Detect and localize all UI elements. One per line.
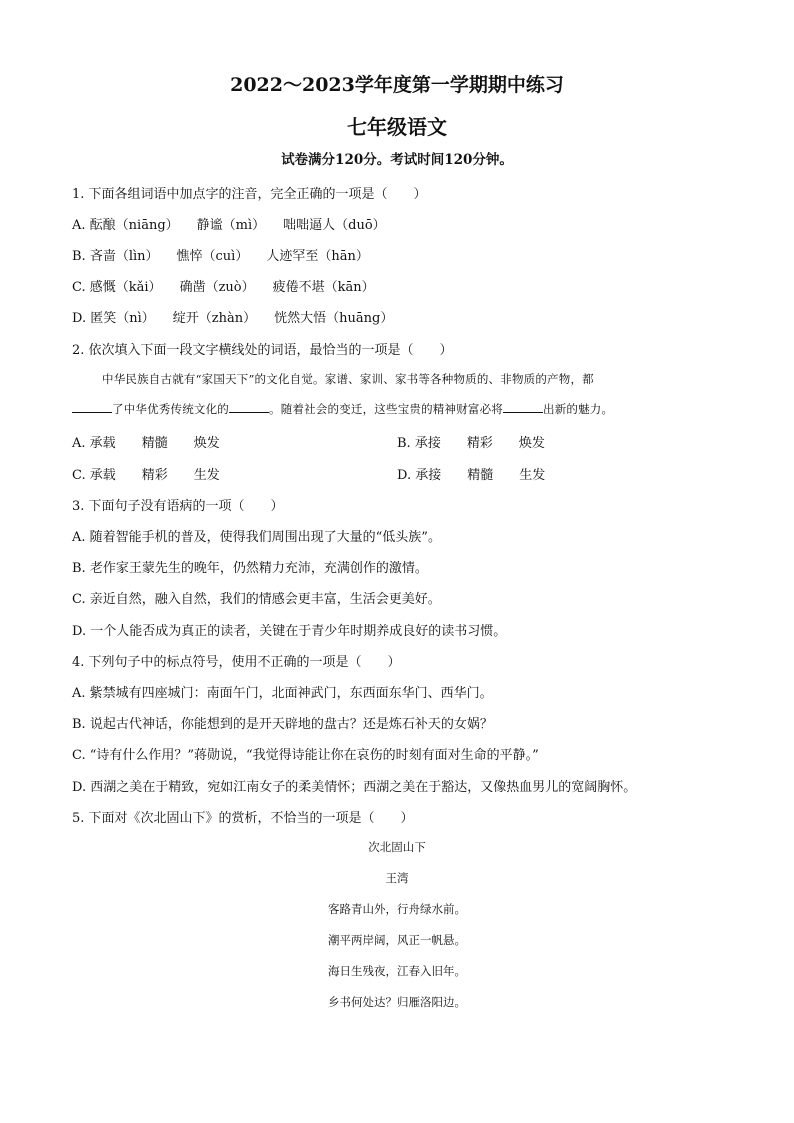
q4-option-b: B. 说起古代神话，你能想到的是开天辟地的盘古？还是炼石补天的女娲？ <box>72 717 493 732</box>
q1-stem: 1. 下面各组词语中加点字的注音，完全正确的一项是（ ） <box>72 187 427 202</box>
q4-option-a: A. 紫禁城有四座城门：南面午门，北面神武门，东西面东华门、西华门。 <box>72 686 493 701</box>
poem-line-4: 乡书何处达？归雁洛阳边。 <box>328 995 466 1009</box>
poem-line-3: 海日生残夜，江春入旧年。 <box>328 964 466 978</box>
poem-line-2: 潮平两岸阔，风正一帆悬。 <box>328 933 466 947</box>
q3-option-a: A. 随着智能手机的普及，使得我们周围出现了大量的“低头族”。 <box>72 530 441 545</box>
q2-passage-line2: 了中华优秀传统文化的 。随着社会的变迁，这些宝贵的精神财富必将 出新的魅力。 <box>72 401 613 417</box>
q2-stem: 2. 依次填入下面一段文字横线处的词语，最恰当的一项是（ ） <box>72 343 453 358</box>
q2-option-d: D. 承接 精髓 生发 <box>397 468 546 483</box>
q1-option-b: B. 吝啬（lìn） 憔悴（cuì） 人迹罕至（hān） <box>72 249 369 264</box>
q4-stem: 4. 下列句子中的标点符号，使用不正确的一项是（ ） <box>72 655 401 670</box>
q2-option-b: B. 承接 精彩 焕发 <box>397 436 545 451</box>
q4-option-c: C. “诗有什么作用？”蒋勋说，“我觉得诗能让你在哀伤的时刻有面对生命的平静。” <box>72 748 539 763</box>
q1-option-a: A. 酝酿（niāng） 静谧（mì） 咄咄逼人（duō） <box>72 218 386 233</box>
blank-2 <box>229 402 269 413</box>
exam-note: 试卷满分120分。考试时间120分钟。 <box>281 152 513 168</box>
exam-title: 2022～2023学年度第一学期期中练习 <box>230 74 564 96</box>
q1-option-d: D. 匿笑（nì） 绽开（zhàn） 恍然大悟（huāng） <box>72 311 394 326</box>
poem-line-1: 客路青山外，行舟绿水前。 <box>328 902 466 916</box>
q1-option-c: C. 感慨（kǎi） 确凿（zuò） 疲倦不堪（kān） <box>72 280 375 295</box>
q4-option-d: D. 西湖之美在于精致，宛如江南女子的柔美情怀；西湖之美在于豁达，又像热血男儿的宽阔胸怀。 <box>72 780 637 795</box>
q2-option-a: A. 承载 精髓 焕发 <box>72 436 220 451</box>
poem-title: 次北固山下 <box>368 840 426 854</box>
exam-subtitle: 七年级语文 <box>347 115 447 139</box>
q3-option-d: D. 一个人能否成为真正的读者，关键在于青少年时期养成良好的读书习惯。 <box>72 624 507 639</box>
q3-option-c: C. 亲近自然，融入自然，我们的情感会更丰富，生活会更美好。 <box>72 592 441 607</box>
q3-option-b: B. 老作家王蒙先生的晚年，仍然精力充沛，充满创作的激情。 <box>72 561 428 576</box>
blank-1 <box>72 402 112 413</box>
q5-stem: 5. 下面对《次北固山下》的赏析，不恰当的一项是（ ） <box>72 811 414 826</box>
q2-passage-line1: 中华民族自古就有“家国天下”的文化自觉。家谱、家训、家书等各种物质的、非物质的产物，都 <box>102 372 594 386</box>
poem-author: 王湾 <box>385 871 409 885</box>
q2-option-c: C. 承载 精彩 生发 <box>72 468 220 483</box>
blank-3 <box>503 402 543 413</box>
q3-stem: 3. 下面句子没有语病的一项（ ） <box>72 499 284 514</box>
